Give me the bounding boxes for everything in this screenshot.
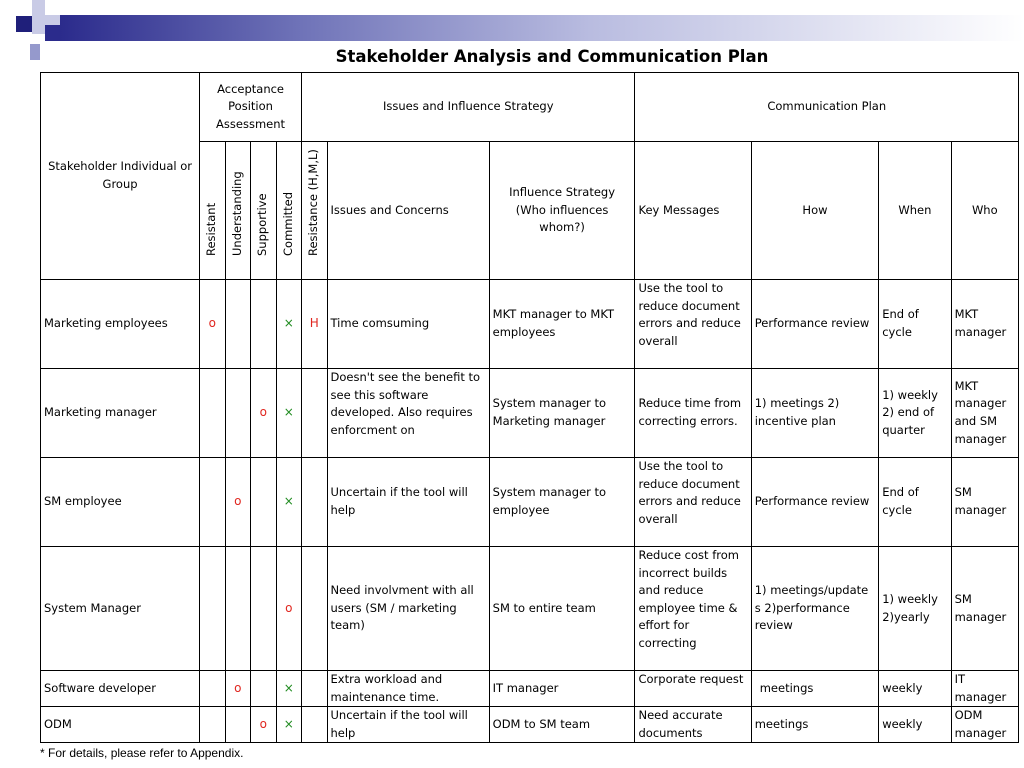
- cell-committed: ×: [276, 280, 301, 369]
- cell-how: Performance review: [751, 458, 878, 547]
- cell-resistant: [200, 671, 225, 707]
- cell-stakeholder: Marketing manager: [41, 369, 200, 458]
- cell-issues: Need involvment with all users (SM / marketing team): [327, 547, 489, 671]
- corner-square-decoration: [30, 44, 40, 60]
- stakeholder-table-container: [40, 42, 1024, 743]
- header-issues-group: Issues and Influence Strategy: [302, 73, 635, 142]
- cell-influence: MKT manager to MKT employees: [489, 280, 635, 369]
- header-understanding: Understanding: [225, 142, 250, 280]
- cell-stakeholder: SM employee: [41, 458, 200, 547]
- table-row: [41, 369, 1019, 458]
- cell-issues: Extra workload and maintenance time.: [327, 671, 489, 707]
- header-how: How: [751, 142, 878, 280]
- cell-supportive: [251, 547, 276, 671]
- cell-influence: SM to entire team: [489, 547, 635, 671]
- corner-square-decoration: [16, 16, 32, 32]
- table-row: [41, 671, 1019, 707]
- cell-how: meetings: [751, 671, 878, 707]
- header-influence: Influence Strategy (Who influences whom?): [489, 142, 635, 280]
- cell-stakeholder: System Manager: [41, 547, 200, 671]
- cell-supportive: o: [251, 369, 276, 458]
- stakeholder-table: [40, 72, 1019, 743]
- corner-square-decoration: [45, 0, 61, 15]
- cell-resistant: [200, 369, 225, 458]
- cell-stakeholder: Marketing employees: [41, 280, 200, 369]
- title-bar-decoration: [60, 15, 1024, 41]
- cell-when: weekly: [879, 671, 951, 707]
- cell-understanding: [225, 280, 250, 369]
- cell-key-messages: Reduce cost from incorrect builds and reduce employee time & effort for correcting: [635, 547, 751, 671]
- cell-committed: ×: [276, 458, 301, 547]
- cell-resistance: [302, 547, 327, 671]
- cell-key-messages: Use the tool to reduce document errors and reduce overall: [635, 280, 751, 369]
- cell-supportive: [251, 280, 276, 369]
- cell-when: End of cycle: [879, 280, 951, 369]
- cell-when: End of cycle: [879, 458, 951, 547]
- table-row: [41, 707, 1019, 743]
- header-key-messages: Key Messages: [635, 142, 751, 280]
- cell-resistance: [302, 458, 327, 547]
- cell-resistance: [302, 369, 327, 458]
- cell-understanding: o: [225, 458, 250, 547]
- cell-stakeholder: Software developer: [41, 671, 200, 707]
- cell-supportive: o: [251, 707, 276, 743]
- table-row: [41, 280, 1019, 369]
- table-row: [41, 547, 1019, 671]
- cell-committed: ×: [276, 671, 301, 707]
- header-resistant: Resistant: [200, 142, 225, 280]
- cell-understanding: [225, 707, 250, 743]
- cell-resistant: [200, 458, 225, 547]
- cell-influence: IT manager: [489, 671, 635, 707]
- cell-influence: ODM to SM team: [489, 707, 635, 743]
- cell-when: 1) weekly 2)yearly: [879, 547, 951, 671]
- cell-resistant: o: [200, 280, 225, 369]
- cell-how: 1) meetings/update s 2)performance review: [751, 547, 878, 671]
- cell-resistant: [200, 547, 225, 671]
- cell-who: IT manager: [951, 671, 1018, 707]
- cell-resistance: H: [302, 280, 327, 369]
- cell-resistance: [302, 707, 327, 743]
- cell-who: SM manager: [951, 547, 1018, 671]
- header-committed: Committed: [276, 142, 301, 280]
- cell-understanding: o: [225, 671, 250, 707]
- cell-when: weekly: [879, 707, 951, 743]
- header-issues: Issues and Concerns: [327, 142, 489, 280]
- cell-influence: System manager to Marketing manager: [489, 369, 635, 458]
- cell-how: 1) meetings 2) incentive plan: [751, 369, 878, 458]
- cell-influence: System manager to employee: [489, 458, 635, 547]
- cell-issues: Uncertain if the tool will help: [327, 458, 489, 547]
- cell-committed: ×: [276, 707, 301, 743]
- header-communication-plan: Communication Plan: [635, 73, 1019, 142]
- header-who: Who: [951, 142, 1018, 280]
- header-supportive: Supportive: [251, 142, 276, 280]
- cell-issues: Doesn't see the benefit to see this software developed. Also requires enforcment on: [327, 369, 489, 458]
- cell-supportive: [251, 458, 276, 547]
- cell-supportive: [251, 671, 276, 707]
- cell-committed: o: [276, 547, 301, 671]
- cell-stakeholder: ODM: [41, 707, 200, 743]
- page-title: Stakeholder Analysis and Communication Plan: [335, 47, 769, 66]
- cell-key-messages: Reduce time from correcting errors.: [635, 369, 751, 458]
- cell-understanding: [225, 547, 250, 671]
- cell-who: MKT manager and SM manager: [951, 369, 1018, 458]
- cell-resistance: [302, 671, 327, 707]
- cell-key-messages: Need accurate documents: [635, 707, 751, 743]
- cell-who: ODM manager: [951, 707, 1018, 743]
- cell-how: meetings: [751, 707, 878, 743]
- header-acceptance: Acceptance Position Assessment: [200, 73, 302, 142]
- header-resistance: Resistance (H,M,L): [302, 142, 327, 280]
- cell-key-messages: Corporate request: [635, 671, 751, 707]
- cell-who: MKT manager: [951, 280, 1018, 369]
- cell-how: Performance review: [751, 280, 878, 369]
- cell-key-messages: Use the tool to reduce document errors and reduce overall: [635, 458, 751, 547]
- corner-square-decoration: [45, 25, 61, 41]
- cell-when: 1) weekly 2) end of quarter: [879, 369, 951, 458]
- cell-who: SM manager: [951, 458, 1018, 547]
- cell-committed: ×: [276, 369, 301, 458]
- cell-issues: Uncertain if the tool will help: [327, 707, 489, 743]
- cell-issues: Time comsuming: [327, 280, 489, 369]
- header-stakeholder: Stakeholder Individual or Group: [41, 73, 200, 280]
- cell-resistant: [200, 707, 225, 743]
- cell-understanding: [225, 369, 250, 458]
- table-row: [41, 458, 1019, 547]
- header-when: When: [879, 142, 951, 280]
- footnote: * For details, please refer to Appendix.: [40, 746, 244, 760]
